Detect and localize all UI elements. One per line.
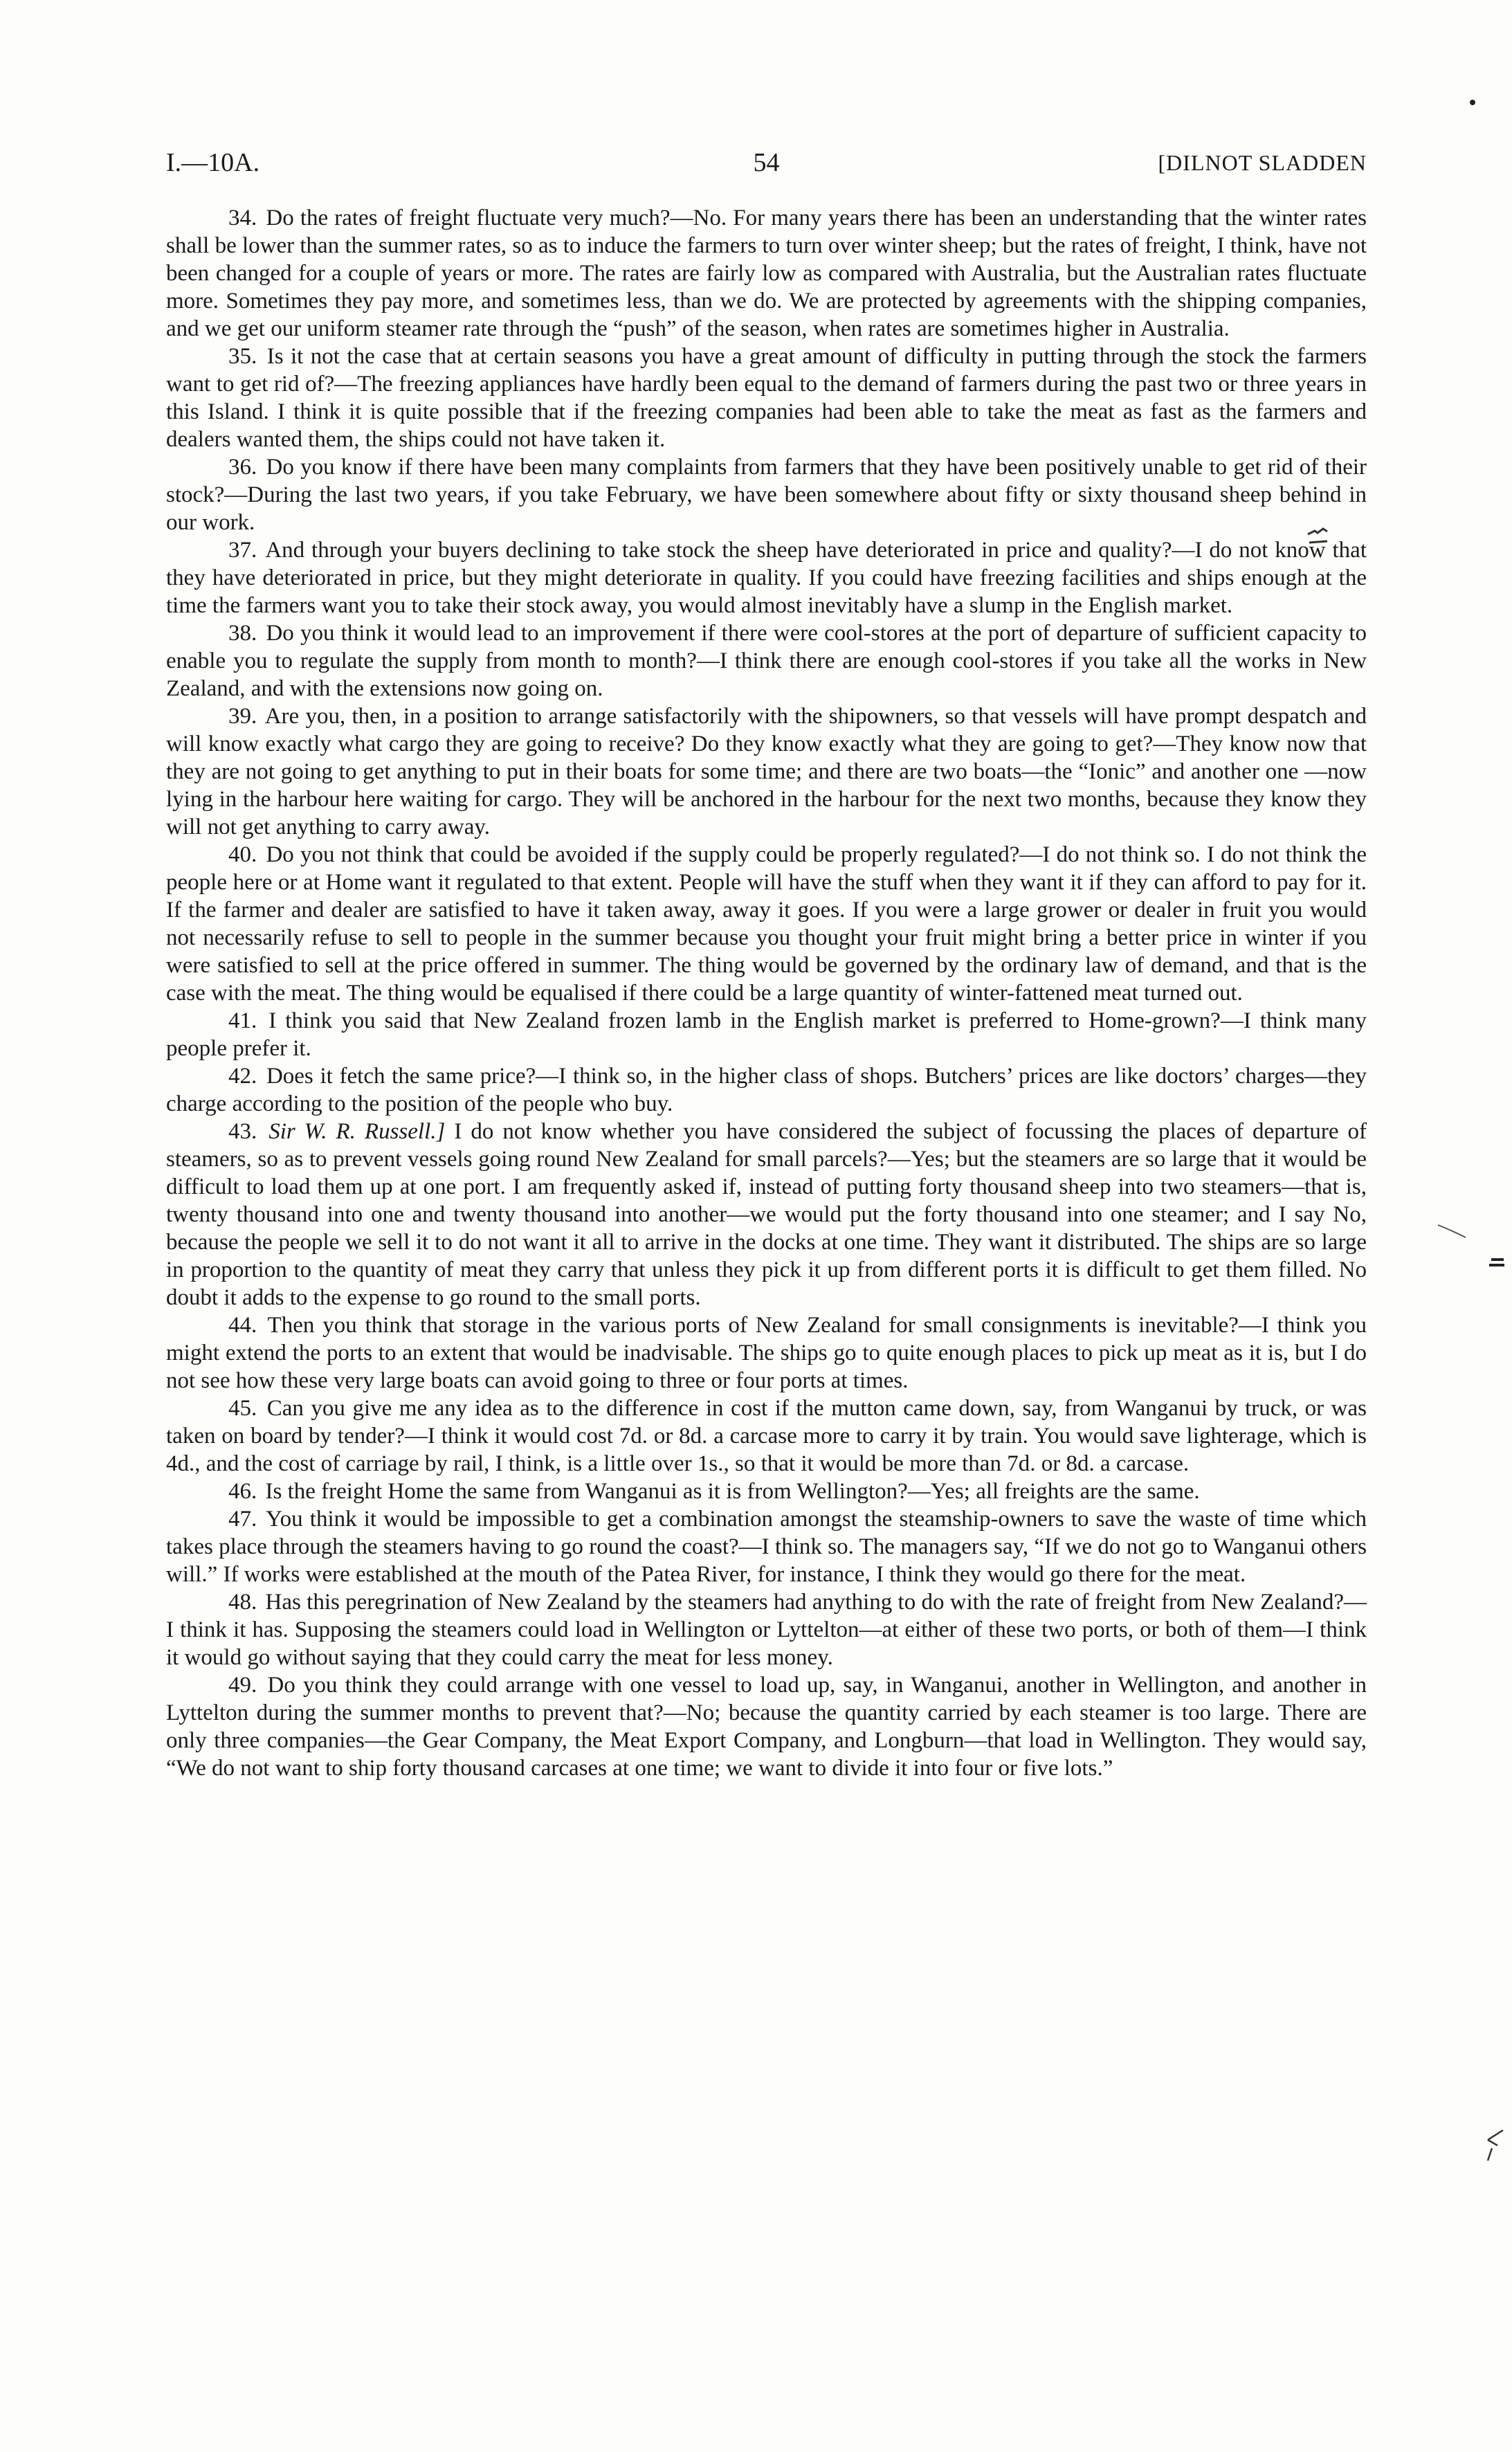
paragraph-44 <box>166 1311 1367 1395</box>
paragraph-text: Is it not the case that at certain seasons you have a great amount of difficulty in putting through the stock the farmers want to get rid of?—The freezing appliances have hardly been equal to the demand of farmers during the past two or three years in this Island. I think it is quite possible that if the freezing companies had been able to take the meat as fast as the farmers and dealers wanted them, the ships could not have taken it. <box>166 344 1367 452</box>
paragraph-48 <box>166 1588 1367 1671</box>
paragraph-41 <box>166 1007 1367 1062</box>
paragraph-text: Do you know if there have been many complaints from farmers that they have been positively unable to get rid of their stock?—During the last two years, if you take February, we have been somewhere about fifty or sixty thousand sheep behind in our work. <box>166 455 1367 535</box>
question-number: 42. <box>228 1064 257 1089</box>
body-text <box>166 204 1367 1782</box>
question-number: 35. <box>228 344 257 369</box>
paragraph-35 <box>166 343 1367 453</box>
question-number: 49. <box>228 1673 257 1698</box>
paragraph-text: You think it would be impossible to get a combination amongst the steamship-owners to save the waste of time which takes place through the steamers having to go round the coast?—I think so. The managers say, “If we do not go to Wanganui others will.” If works were established at the mouth of the Patea River, for instance, I think they would go there for the meat. <box>166 1507 1367 1587</box>
paragraph-34 <box>166 204 1367 343</box>
question-number: 45. <box>228 1396 257 1421</box>
question-number: 44. <box>228 1313 257 1338</box>
paragraph-text: Do you think it would lead to an improvement if there were cool-stores at the port of departure of sufficient capacity to enable you to regulate the supply from month to month?—I think there are enough cool-stores if you take all the works in New Zealand, and with the extensions now going on. <box>166 621 1367 701</box>
paragraph-text: Do the rates of freight fluctuate very much?—No. For many years there has been an understanding that the winter rates shall be lower than the summer rates, so as to induce the farmers to turn over winter sheep; but the rates of freight, I think, have not been changed for a couple of years or more. The rates are fairly low as compared with Australia, but the Australian rates fluctuate more. Sometimes they pay more, and sometimes less, than we do. We are protected by agreements with the shipping companies, and we get our uniform steamer rate through the “push” of the season, when rates are sometimes higher in Australia. <box>166 206 1367 341</box>
paragraph-text: Does it fetch the same price?—I think so, in the higher class of shops. Butchers’ prices are like doctors’ charges—they charge according to the position of the people who buy. <box>166 1064 1367 1116</box>
paragraph-text: Can you give me any idea as to the difference in cost if the mutton came down, say, from Wanganui by truck, or was taken on board by tender?—I think it would cost 7d. or 8d. a carcase more to carry it by train. You would save lighterage, which is 4d., and the cost of carriage by rail, I think, is a little over 1s., so that it would be more than 7d. or 8d. a carcase. <box>166 1396 1367 1476</box>
paragraph-text: Do you not think that could be avoided if the supply could be properly regulated?—I do not think so. I do not think the people here or at Home want it regulated to that extent. People will have the stuff when they want it if they can afford to pay for it. If the farmer and dealer are satisfied to have it taken away, away it goes. If you were a large grower or dealer in fruit you would not necessarily refuse to sell to people in the summer because you thought your fruit might bring a better price in winter if you were satisfied to sell at the price offered in summer. The thing would be governed by the ordinary law of demand, and that is the case with the meat. The thing would be equalised if there could be a large quantity of winter-fattened meat turned out. <box>166 842 1367 1006</box>
question-number: 41. <box>228 1008 257 1033</box>
page-number: 54 <box>753 148 780 177</box>
paragraph-47 <box>166 1505 1367 1588</box>
question-number: 39. <box>228 704 257 729</box>
paragraph-42 <box>166 1062 1367 1118</box>
speaker-name: Sir W. R. Russell.] <box>268 1119 446 1144</box>
question-number: 43. <box>228 1119 257 1144</box>
paragraph-text: Then you think that storage in the various ports of New Zealand for small consignments is inevitable?—I think you might extend the ports to an extent that would be inadvisable. The ships go to quite enough places to pick up meat as it is, but I do not see how these very large boats can avoid going to three or four ports at times. <box>166 1313 1367 1393</box>
paragraph-45 <box>166 1395 1367 1478</box>
paragraph-46 <box>166 1478 1367 1505</box>
paragraph-39 <box>166 702 1367 841</box>
paragraph-49 <box>166 1671 1367 1782</box>
scan-speck <box>1470 100 1475 105</box>
paragraph-text: I think you said that New Zealand frozen lamb in the English market is preferred to Home-grown?—I think many people prefer it. <box>166 1008 1367 1061</box>
question-number: 47. <box>228 1507 257 1532</box>
margin-tick-mark <box>1488 2130 1503 2161</box>
witness-name: [DILNOT SLADDEN <box>1158 150 1367 175</box>
question-number: 38. <box>228 621 257 646</box>
question-number: 46. <box>228 1479 257 1504</box>
paragraph-38 <box>166 619 1367 702</box>
paragraph-text: Do you think they could arrange with one vessel to load up, say, in Wanganui, another in Wellington, and another in Lyttelton during the summer months to prevent that?—No; because the quantity carried by each steamer is too large. There are only three companies—the Gear Company, the Meat Export Company, and Longburn—that load in Wellington. They would say, “We do not want to ship forty thousand carcases at one time; we want to divide it into four or five lots.” <box>166 1673 1367 1781</box>
question-number: 36. <box>228 455 257 480</box>
paragraph-36 <box>166 453 1367 536</box>
paragraph-text: Are you, then, in a position to arrange satisfactorily with the shipowners, so that vessels will have prompt despatch and will know exactly what cargo they are going to receive? Do they know exactly what they are going to get?—They know now that they are not going to get anything to put in their boats for some time; and there are two boats—the “Ionic” and another one —now lying in the harbour here waiting for cargo. They will be anchored in the harbour for the next two months, because they know they will not get anything to carry away. <box>166 704 1367 839</box>
question-number: 37. <box>228 538 257 563</box>
page-header <box>166 145 1367 187</box>
paragraph-37 <box>166 536 1367 619</box>
document-reference: I.—10A. <box>166 148 260 177</box>
paragraph-text: Has this peregrination of New Zealand by the steamers had anything to do with the rate of freight from New Zealand?—I think it has. Supposing the steamers could load in Wellington or Lyttelton—at either of these two ports, or both of them—I think it would go without saying that they could carry the meat for less money. <box>166 1590 1367 1670</box>
paragraph-text: And through your buyers declining to take stock the sheep have deteriorated in price and quality?—I do not know that they have deteriorated in price, but they might deteriorate in quality. If you could have freezing facilities and ships enough at the time the farmers want you to take their stock away, you would almost inevitably have a slump in the English market. <box>166 538 1367 618</box>
margin-ink-mark <box>1489 1260 1504 1265</box>
paragraph-43 <box>166 1118 1367 1311</box>
paragraph-text: Is the freight Home the same from Wanganui as it is from Wellington?—Yes; all freights are the same. <box>265 1479 1200 1504</box>
paragraph-40 <box>166 841 1367 1007</box>
question-number: 34. <box>228 206 257 230</box>
margin-pencil-mark <box>1438 1225 1466 1237</box>
question-number: 48. <box>228 1590 257 1615</box>
paragraph-text: I do not know whether you have considered the subject of focussing the places of departure of steamers, so as to prevent vessels going round New Zealand for small parcels?—Yes; but the steamers are so large that it would be difficult to load them up at one port. I am frequently asked if, instead of putting forty thousand sheep into two steamers—that is, twenty thousand into one and twenty thousand into another—we would put the forty thousand into one steamer; and I say No, because the people we sell it to do not want it all to arrive in the docks at one time. They want it distributed. The ships are so large in proportion to the quantity of meat they carry that unless they pick it up from different ports it is difficult to get them filled. No doubt it adds to the expense to go round to the small ports. <box>166 1119 1367 1310</box>
question-number: 40. <box>228 842 257 867</box>
